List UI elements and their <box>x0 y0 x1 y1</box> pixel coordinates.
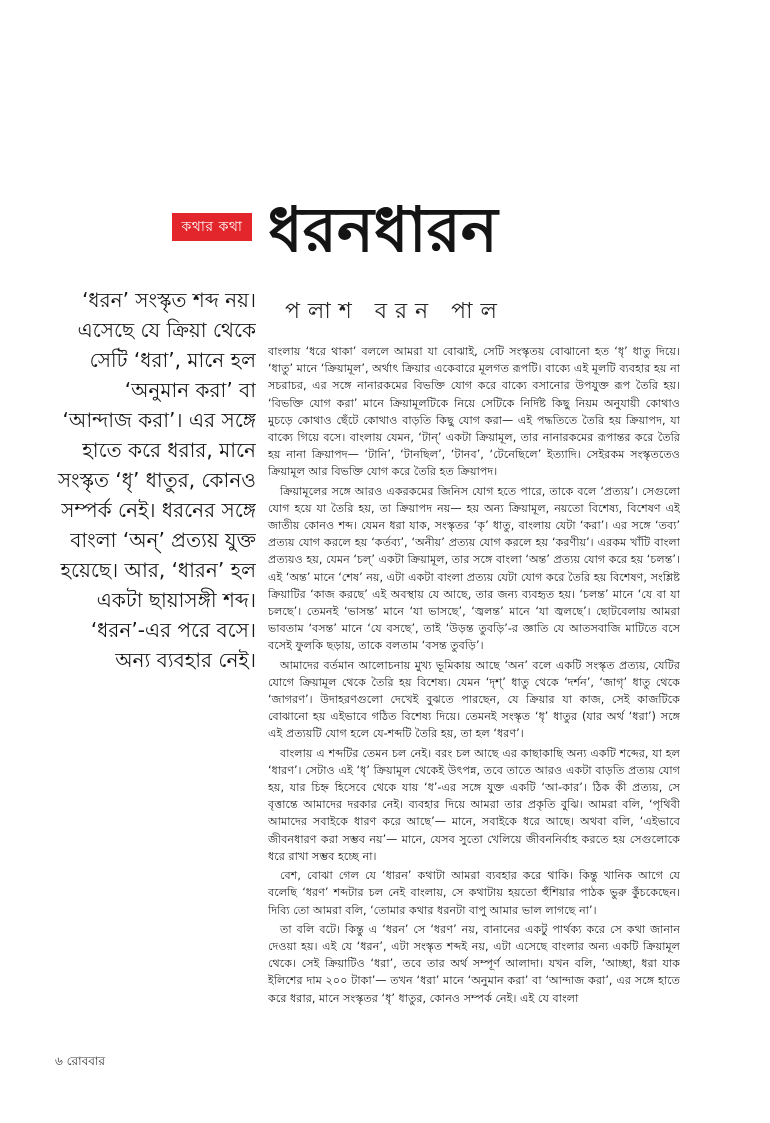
page-title: ধরনধারন <box>268 193 498 266</box>
article-body <box>268 343 680 1038</box>
article-paragraph: তা বলি বটে। কিন্তু এ ‘ধরন’ সে ‘ধরণ’ নয়, বানানের একটু পার্থক্য করে সে কথা জানান দেওয়া হয়। এই যে ‘ধরন’, এটা সংস্কৃত শব্দই নয়, এটা এসেছে বাংলার অন্য একটি ক্রিয়ামূল থেকে। সেই ক্রিয়াটিও ‘ধরা’, তবে তার অর্থ সম্পূর্ণ আলাদা। যখন বলি, ‘আচ্ছা, ধরা যাক ইলিশের দাম ২০০ টাকা’— তখন ‘ধরা’ মানে ‘অনুমান করা’ বা ‘আন্দাজ করা’, এর সঙ্গে হাতে করে ধরার, মানে সংস্কৃতর ‘ধৃ’ ধাতুর, কোনও সম্পর্ক নেই। এই যে বাংলা <box>268 922 680 1005</box>
author-byline: পলাশ বরন পাল <box>285 299 505 324</box>
article-paragraph: বাংলায় এ শব্দটির তেমন চল নেই। বরং চল আছে এর কাছাকাছি অন্য একটি শব্দের, যা হল ‘ধারণ’। সেটাও এই ‘ধৃ’ ক্রিয়ামূল থেকেই উৎপন্ন, তবে তাতে আরও একটা বাড়তি প্রত্যয় যোগ হয়, যার চিহ্ন হিসেবে থেকে যায় ‘ধ’-এর সঙ্গে যুক্ত একটি ‘আ-কার’। ঠিক কী প্রত্যয়, সে বৃত্তান্তে আমাদের দরকার নেই। ব্যবহার দিয়ে আমরা তার প্রকৃতি বুঝি। আমরা বলি, ‘পৃথিবী আমাদের সবাইকে ধারণ করে আছে’— মানে, সবাইকে ধরে আছে। অথবা বলি, ‘এইভাবে জীবনধারণ করা সম্ভব নয়’— মানে, যেসব সুতো খেলিয়ে জীবননির্বাহ করতে হয় সেগুলোকে ধরে রাখা সম্ভব হচ্ছে না। <box>268 746 680 863</box>
pull-quote: ‘ধরন’ সংস্কৃত শব্দ নয়। এসেছে যে ক্রিয়া থেকে সেটি ‘ধরা’, মানে হল ‘অনুমান করা’ বা ‘আন্দাজ করা’। এর সঙ্গে হাতে করে ধরার, মানে সংস্কৃত ‘ধৃ’ ধাতুর, কোনও সম্পর্ক নেই। ধরনের সঙ্গে বাংলা ‘অন্’ প্রত্যয় যুক্ত হয়েছে। আর, ‘ধারন’ হল একটা ছায়াসঙ্গী শব্দ। ‘ধরন’-এর পরে বসে। অন্য ব্যবহার নেই। <box>57 288 256 672</box>
article-paragraph: বাংলায় ‘ধরে থাকা’ বললে আমরা যা বোঝাই, সেটি সংস্কৃতয় বোঝানো হত ‘ধৃ’ ধাতু দিয়ে। ‘ধাতু’ মানে ‘ক্রিয়ামূল’, অর্থাৎ ক্রিয়ার একেবারে মূলগত রূপটি। বাক্যে এই মূলটি ব্যবহার হয় না সচরাচর, এর সঙ্গে নানারকমের বিভক্তি যোগ করে বাক্যে বসানোর উপযুক্ত রূপ তৈরি হয়। ‘বিভক্তি যোগ করা’ মানে ক্রিয়ামূলটিকে নিয়ে সেটিকে নির্দিষ্ট কিছু নিয়ম অনুযায়ী কোথাও মুচড়ে কোথাও ছেঁটে কোথাও বাড়তি কিছু যোগ করা— এই পদ্ধতিতে তৈরি হয় ক্রিয়াপদ, যা বাক্যে গিয়ে বসে। বাংলায় যেমন, ‘টান্’ একটা ক্রিয়ামূল, তার নানারকমের রূপান্তর করে তৈরি হয় নানা ক্রিয়াপদ— ‘টানি’, ‘টানছিল’, ‘টানব’, ‘টেনেছিলে’ ইত্যাদি। সেইরকম সংস্কৃততেও ক্রিয়ামূল আর বিভক্তি যোগ করে তৈরি হত ক্রিয়াপদ। <box>268 345 680 479</box>
article-paragraph: বেশ, বোঝা গেল যে ‘ধারন’ কথাটা আমরা ব্যবহার করে থাকি। কিন্তু খানিক আগে যে বলেছি ‘ধরণ’ শব্দটার চল নেই বাংলায়, সে কথাটায় হয়তো হুঁশিয়ার পাঠক ভুরু কুঁচকেছেন। দিব্যি তো আমরা বলি, ‘তোমার কথার ধরনটা বাপু আমার ভাল লাগছে না’। <box>268 869 680 917</box>
article-paragraph: আমাদের বর্তমান আলোচনায় মুখ্য ভূমিকায় আছে ‘অন’ বলে একটি সংস্কৃত প্রত্যয়, যেটির যোগে ক্রিয়ামূল থেকে তৈরি হয় বিশেষ্য। যেমন ‘দৃশ্’ ধাতু থেকে ‘দর্শন’, ‘জাগৃ’ ধাতু থেকে ‘জাগরণ’। উদাহরণগুলো দেখেই বুঝতে পারছেন, যে ক্রিয়ার যা কাজ, সেই কাজটিকে বোঝানো হয় এইভাবে গঠিত বিশেষ্য দিয়ে। তেমনই সংস্কৃত ‘ধৃ’ ধাতুর (যার অর্থ ‘ধরা’) সঙ্গে এই প্রত্যয়টি যোগ হলে যে-শব্দটি তৈরি হয়, তা হল ‘ধরণ’। <box>268 658 680 741</box>
section-kicker: কথার কথা <box>172 213 252 241</box>
article-paragraph: ক্রিয়ামূলের সঙ্গে আরও একরকমের জিনিস যোগ হতে পারে, তাকে বলে ‘প্রত্যয়’। সেগুলো যোগ হয়ে যা তৈরি হয়, তা ক্রিয়াপদ নয়— হয় অন্য ক্রিয়ামূল, নয়তো বিশেষ্য, বিশেষণ এই জাতীয় কোনও শব্দ। যেমন ধরা যাক, সংস্কৃতর ‘কৃ’ ধাতু, বাংলায় যেটা ‘করা’। এর সঙ্গে ‘তব্য’ প্রত্যয় যোগ করলে হয় ‘কর্তব্য’, ‘অনীয়’ প্রত্যয় যোগ করলে হয় ‘করণীয়’। এরকম খাঁটি বাংলা প্রত্যয়ও হয়, যেমন ‘চল্’ একটা ক্রিয়ামূল, তার সঙ্গে বাংলা ‘অন্ত’ প্রত্যয় যোগ করে হয় ‘চলন্ত’। এই ‘অন্ত’ মানে ‘শেষ’ নয়, এটা একটা বাংলা প্রত্যয় যেটা যোগ করে তৈরি হয় বিশেষণ, সংশ্লিষ্ট ক্রিয়াটির ‘কাজ করছে’ এই অবস্থায় যে আছে, তার জন্য ব্যবহৃত হয়। ‘চলন্ত’ মানে ‘যে বা যা চলছে’। তেমনই ‘ভাসন্ত’ মানে ‘যা ভাসছে’, ‘জ্বলন্ত’ মানে ‘যা জ্বলছে’। ছোটবেলায় আমরা ভাবতাম ‘বসন্ত’ মানে ‘যে বসছে’, তাই ‘উড়ন্ত তুবড়ি’-র জ্ঞাতি যে আতসবাজি মাটিতে বসে বসেই ফুলকি ছড়ায়, তাকে বলতাম ‘বসন্ত তুবড়ি’। <box>268 484 680 653</box>
page-folio: ৬ রোববার <box>55 1054 106 1068</box>
